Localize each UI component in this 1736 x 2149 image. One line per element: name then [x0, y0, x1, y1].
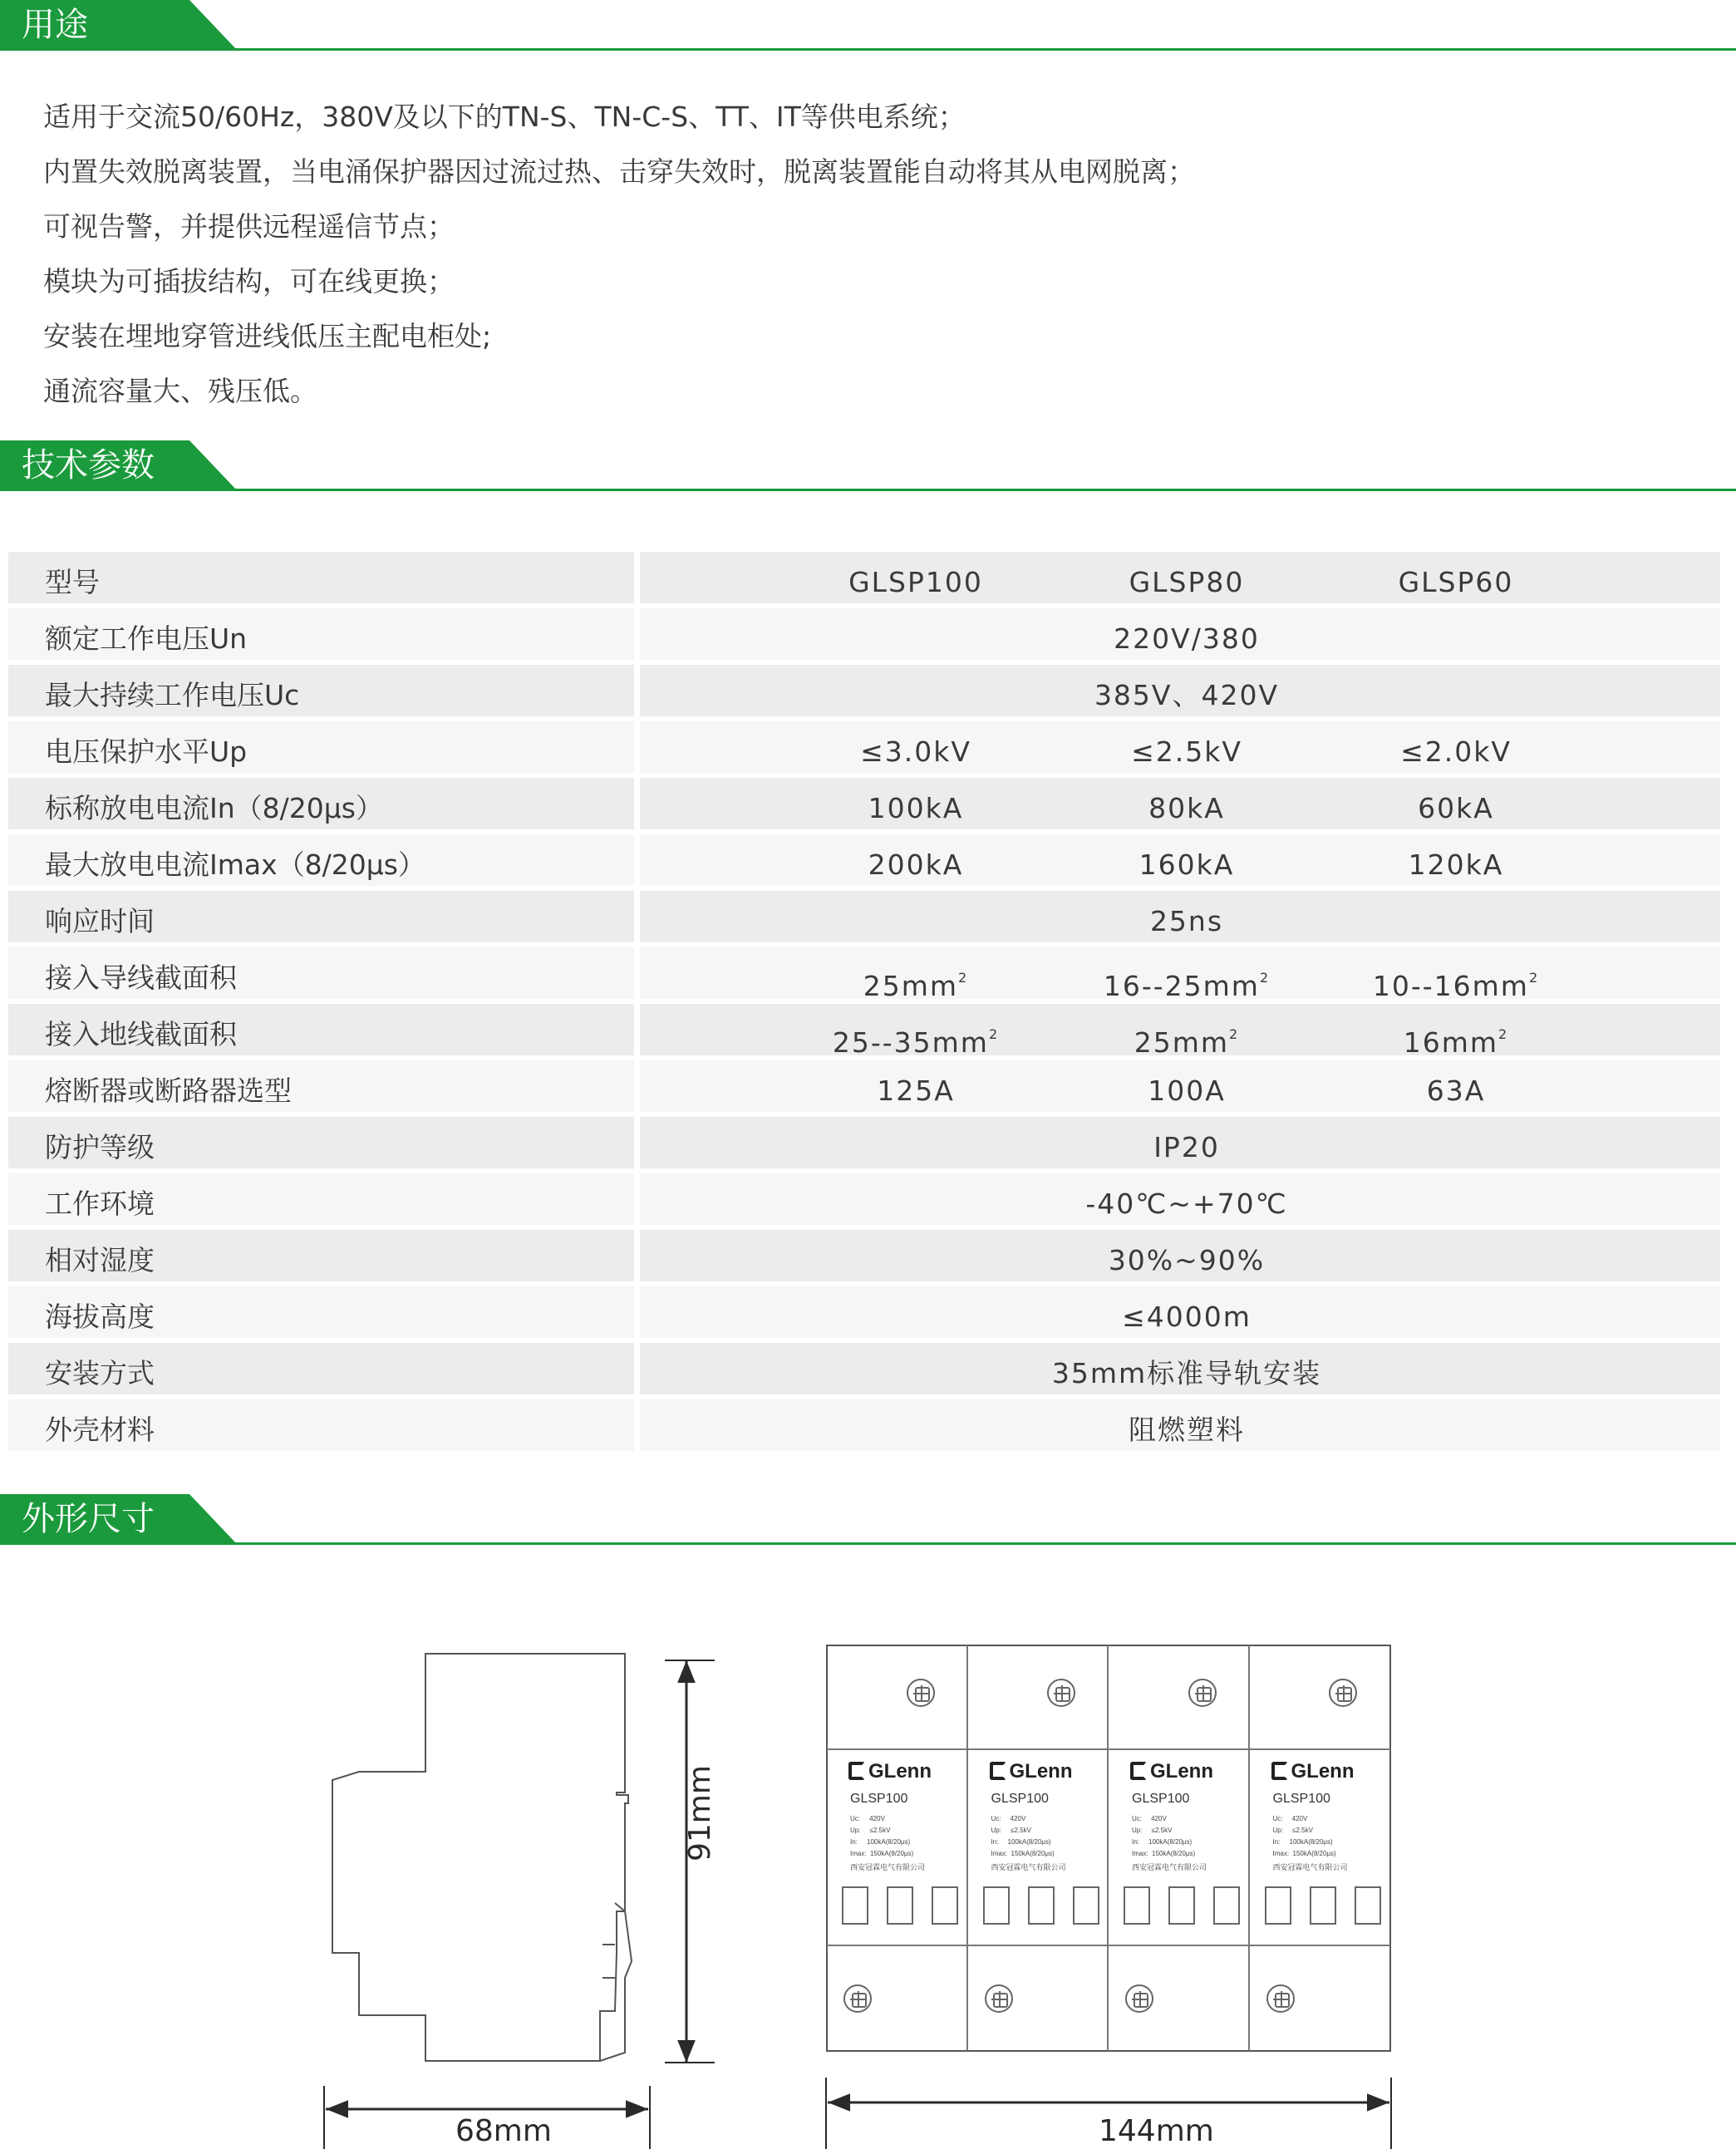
- spec-value-text: 16mm: [1403, 1026, 1499, 1059]
- indicator-window: [1310, 1886, 1336, 1925]
- indicator-window: [1213, 1886, 1240, 1925]
- screw-terminal-icon: [985, 1984, 1013, 2013]
- spec-value: -40℃~+70℃: [1085, 1188, 1288, 1220]
- spec-label: 最大放电电流Imax（8/20μs）: [8, 834, 634, 886]
- spec-value: 385V、420V: [1094, 679, 1280, 711]
- module-spec-line: Imax: 150kA(8/20μs): [850, 1850, 914, 1857]
- model-name: GLSP60: [1398, 566, 1514, 598]
- brand-name: GLenn: [1009, 1760, 1073, 1783]
- spec-value-text: 25mm: [1134, 1026, 1230, 1059]
- spec-value-text: 60kA: [1418, 792, 1494, 824]
- side-width-label: 68mm: [455, 2114, 552, 2148]
- spec-label: 熔断器或断路器选型: [8, 1060, 634, 1112]
- screw-terminal-icon: [1266, 1984, 1295, 2013]
- indicator-window: [1168, 1886, 1195, 1925]
- brand-logo: [990, 1760, 1073, 1783]
- brand-logo: [1271, 1760, 1355, 1783]
- module-spec-line: Up: ≤2.5kV: [850, 1827, 891, 1834]
- brand-logo: [848, 1760, 932, 1783]
- spec-value: 35mm标准导轨安装: [1051, 1357, 1322, 1389]
- model-name: GLSP100: [848, 566, 983, 598]
- dimensions-section-title: 外形尺寸: [22, 1500, 155, 1538]
- spec-value: 25ns: [1149, 905, 1224, 937]
- spec-label: 相对湿度: [8, 1230, 634, 1281]
- module-spec-line: Imax: 150kA(8/20μs): [1272, 1850, 1336, 1857]
- module-spec-line: Up: ≤2.5kV: [1272, 1827, 1313, 1834]
- module-spec-line: Uc: 420V: [1132, 1815, 1167, 1822]
- height-label: 91mm: [683, 1765, 717, 1861]
- screw-terminal-icon: [1047, 1679, 1075, 1707]
- module-spec-line: Imax: 150kA(8/20μs): [1132, 1850, 1196, 1857]
- usage-item: 模块为可插拔结构，可在线更换；: [43, 265, 455, 298]
- spec-label: 电压保护水平Up: [8, 721, 634, 773]
- spec-value-text: 100kA: [868, 792, 964, 824]
- logo-mark-icon: [1130, 1762, 1147, 1780]
- indicator-window: [1355, 1886, 1381, 1925]
- brand-name: GLenn: [1150, 1760, 1213, 1783]
- indicator-window: [1073, 1886, 1099, 1925]
- indicator-window: [932, 1886, 958, 1925]
- spec-value-text: 100A: [1148, 1074, 1226, 1107]
- screw-terminal-icon: [1125, 1984, 1153, 2013]
- logo-mark-icon: [848, 1762, 865, 1780]
- unit-superscript: 2: [1229, 1026, 1240, 1042]
- spec-label: 额定工作电压Un: [8, 608, 634, 660]
- module: [827, 1645, 968, 2051]
- module-spec-line: In: 100kA(8/20μs): [850, 1838, 911, 1846]
- spec-value: 30%~90%: [1108, 1244, 1266, 1276]
- indicator-window: [1028, 1886, 1055, 1925]
- module-spec-line: Imax: 150kA(8/20μs): [991, 1850, 1055, 1857]
- side-view-outline: [332, 1654, 632, 2061]
- brand-name: GLenn: [868, 1760, 932, 1783]
- spec-value-text: ≤2.0kV: [1400, 735, 1512, 768]
- module-model: GLSP100: [1272, 1792, 1330, 1806]
- indicator-window: [983, 1886, 1010, 1925]
- spec-value-text: 25mm: [863, 970, 959, 1002]
- indicator-window: [1124, 1886, 1150, 1925]
- module: [968, 1645, 1109, 2051]
- module-maker: 西安冠霖电气有限公司: [1272, 1864, 1348, 1872]
- usage-item: 通流容量大、残压低。: [43, 375, 317, 407]
- module-maker: 西安冠霖电气有限公司: [850, 1864, 926, 1872]
- spec-label: 最大持续工作电压Uc: [8, 665, 634, 716]
- spec-label: 响应时间: [8, 891, 634, 942]
- spec-label: 接入地线截面积: [8, 1004, 634, 1055]
- module-model: GLSP100: [1132, 1792, 1190, 1806]
- screw-terminal-icon: [1188, 1679, 1217, 1707]
- unit-superscript: 2: [988, 1026, 1000, 1042]
- logo-mark-icon: [1271, 1762, 1288, 1780]
- indicator-window: [842, 1886, 868, 1925]
- indicator-window: [1265, 1886, 1291, 1925]
- module-maker: 西安冠霖电气有限公司: [1132, 1864, 1207, 1872]
- unit-superscript: 2: [958, 970, 969, 986]
- usage-section-title: 用途: [22, 6, 88, 44]
- module-spec-line: In: 100kA(8/20μs): [991, 1838, 1051, 1846]
- spec-value-text: 160kA: [1138, 848, 1235, 881]
- module-spec-line: Up: ≤2.5kV: [1132, 1827, 1173, 1834]
- spec-label: 外壳材料: [8, 1399, 634, 1451]
- usage-item: 适用于交流50/60Hz，380V及以下的TN-S、TN-C-S、TT、IT等供电系统；: [43, 101, 966, 133]
- module-row: [827, 1645, 1390, 2051]
- indicator-window: [887, 1886, 913, 1925]
- spec-value-text: 125A: [877, 1074, 955, 1107]
- spec-value-text: 25--35mm: [832, 1026, 989, 1059]
- spec-value-text: 120kA: [1408, 848, 1504, 881]
- module-spec-line: Up: ≤2.5kV: [991, 1827, 1031, 1834]
- usage-item: 安装在埋地穿管进线低压主配电柜处;: [43, 320, 492, 352]
- spec-value: 阻燃塑料: [1129, 1414, 1245, 1446]
- unit-superscript: 2: [1528, 970, 1540, 986]
- module-spec-line: In: 100kA(8/20μs): [1272, 1838, 1333, 1846]
- module: [1250, 1645, 1391, 2051]
- logo-mark-icon: [990, 1762, 1006, 1780]
- module-spec-line: Uc: 420V: [991, 1815, 1026, 1822]
- module-spec-line: Uc: 420V: [850, 1815, 885, 1822]
- spec-label: 接入导线截面积: [8, 947, 634, 999]
- usage-item: 内置失效脱离装置，当电涌保护器因过流过热、击穿失效时，脱离装置能自动将其从电网脱离；: [43, 155, 1195, 188]
- spec-value: 220V/380: [1114, 622, 1260, 655]
- module-model: GLSP100: [991, 1792, 1049, 1806]
- unit-superscript: 2: [1498, 1026, 1509, 1042]
- module-model: GLSP100: [850, 1792, 908, 1806]
- spec-value: ≤4000m: [1122, 1301, 1252, 1333]
- module: [1109, 1645, 1250, 2051]
- spec-value-text: 16--25mm: [1103, 970, 1260, 1002]
- screw-terminal-icon: [907, 1679, 935, 1707]
- spec-value: IP20: [1153, 1131, 1220, 1163]
- spec-label: 防护等级: [8, 1117, 634, 1168]
- spec-value-text: 10--16mm: [1372, 970, 1529, 1002]
- spec-value-text: 200kA: [868, 848, 964, 881]
- spec-value-text: ≤2.5kV: [1131, 735, 1242, 768]
- front-width-label: 144mm: [1099, 2114, 1214, 2148]
- screw-terminal-icon: [1329, 1679, 1357, 1707]
- brand-name: GLenn: [1291, 1760, 1355, 1783]
- specs-section-title: 技术参数: [22, 446, 155, 484]
- unit-superscript: 2: [1259, 970, 1271, 986]
- spec-label: 工作环境: [8, 1173, 634, 1225]
- spec-label: 海拔高度: [8, 1286, 634, 1338]
- module-spec-line: In: 100kA(8/20μs): [1132, 1838, 1193, 1846]
- module-spec-line: Uc: 420V: [1272, 1815, 1308, 1822]
- brand-logo: [1130, 1760, 1213, 1783]
- spec-value-text: 63A: [1426, 1074, 1486, 1107]
- spec-label: 安装方式: [8, 1343, 634, 1394]
- spec-value-text: ≤3.0kV: [860, 735, 971, 768]
- spec-label: 型号: [8, 552, 634, 603]
- spec-value-text: 80kA: [1148, 792, 1225, 824]
- screw-terminal-icon: [843, 1984, 872, 2013]
- usage-item: 可视告警，并提供远程遥信节点；: [43, 210, 455, 243]
- module-maker: 西安冠霖电气有限公司: [991, 1864, 1066, 1872]
- model-name: GLSP80: [1129, 566, 1245, 598]
- spec-label: 标称放电电流In（8/20μs）: [8, 778, 634, 829]
